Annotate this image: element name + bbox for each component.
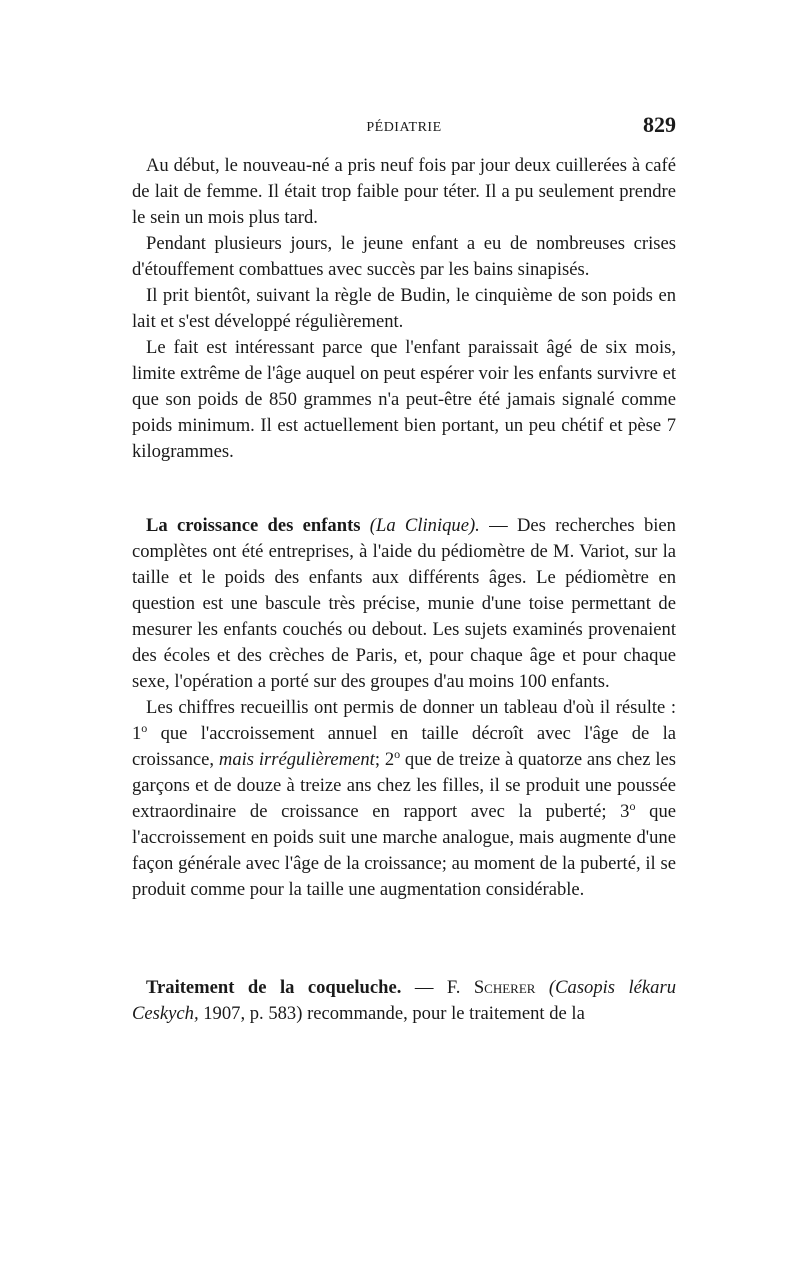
running-title: PÉDIATRIE: [366, 120, 442, 135]
running-header: [132, 112, 676, 142]
paragraph-text: 1907, p. 583) recommande, pour le traitement de la: [198, 1003, 585, 1024]
paragraph: Au début, le nouveau-né a pris neuf fois par jour deux cuillerées à café de lait de femme. Il était trop faible pour téter. Il a pu seulement prendre le sein un mois plus tard.: [132, 155, 676, 228]
section-heading: La croissance des enfants: [146, 515, 361, 536]
paragraph: Le fait est intéressant parce que l'enfant paraissait âgé de six mois, limite extrême de l'âge auquel on peut espérer voir les enfants survivre et que son poids de 850 grammes n'a peut-être été jamais signalé comme poids minimum. Il est actuellement bien portant, un peu chétif et pèse 7 kilogrammes.: [132, 337, 676, 462]
paragraph-text: ; 2: [374, 749, 395, 770]
emphasis-text: mais irrégulièrement: [218, 749, 375, 770]
page-number: 829: [643, 112, 676, 137]
section-case-report: [132, 153, 676, 465]
paragraph: [132, 513, 676, 695]
paragraph-text: que de treize à quatorze ans chez les garçons et de douze à treize ans chez les filles, il se produit une poussée extraordinaire de croissance en rapport avec la puberté; 3: [132, 749, 676, 822]
paragraph-text: — Des recherches bien complètes ont été entreprises, à l'aide du pédiomètre de M. Variot, sur la taille et le poids des enfants aux différents âges. Le pédiomètre en question est une bascule très précise, munie d'une toise permettant de mesurer les enfants couchés ou debout. Les sujets examinés provenaient des écoles et des crèches de Paris, et, pour chaque âge et pour chaque sexe, l'opération a porté sur des groupes d'au moins 100 enfants.: [132, 515, 676, 692]
paragraph-text: Les chiffres recueillis ont permis de donner un tableau d'où il résulte : 1: [132, 697, 676, 744]
paragraph: [132, 695, 676, 903]
paragraph: Pendant plusieurs jours, le jeune enfant a eu de nombreuses crises d'étouffement combattues avec succès par les bains sinapisés.: [132, 233, 676, 280]
ordinal-marker: o: [394, 746, 401, 761]
paragraph: Il prit bientôt, suivant la règle de Budin, le cinquième de son poids en lait et s'est développé régulièrement.: [132, 285, 676, 332]
section-coqueluche: [132, 975, 676, 1027]
section-heading: Traitement de la coqueluche.: [146, 977, 402, 998]
section-croissance: [132, 513, 676, 903]
ordinal-marker: o: [629, 798, 636, 813]
paragraph-text: que l'accroissement annuel en taille décroît avec l'âge de la croissance,: [132, 723, 676, 770]
paragraph-text: — F.: [401, 977, 474, 998]
paragraph-text: que l'accroissement en poids suit une marche analogue, mais augmente d'une façon générale avec l'âge de la croissance; au moment de la puberté, il se produit comme pour la taille une augmentation considérable.: [132, 801, 676, 900]
paragraph: [132, 975, 676, 1027]
author-name: Scherer: [473, 977, 536, 998]
source-citation: (Casopis lékaru Ceskych,: [132, 977, 677, 1024]
ordinal-marker: o: [141, 720, 148, 735]
source-citation: (La Clinique).: [369, 515, 480, 536]
